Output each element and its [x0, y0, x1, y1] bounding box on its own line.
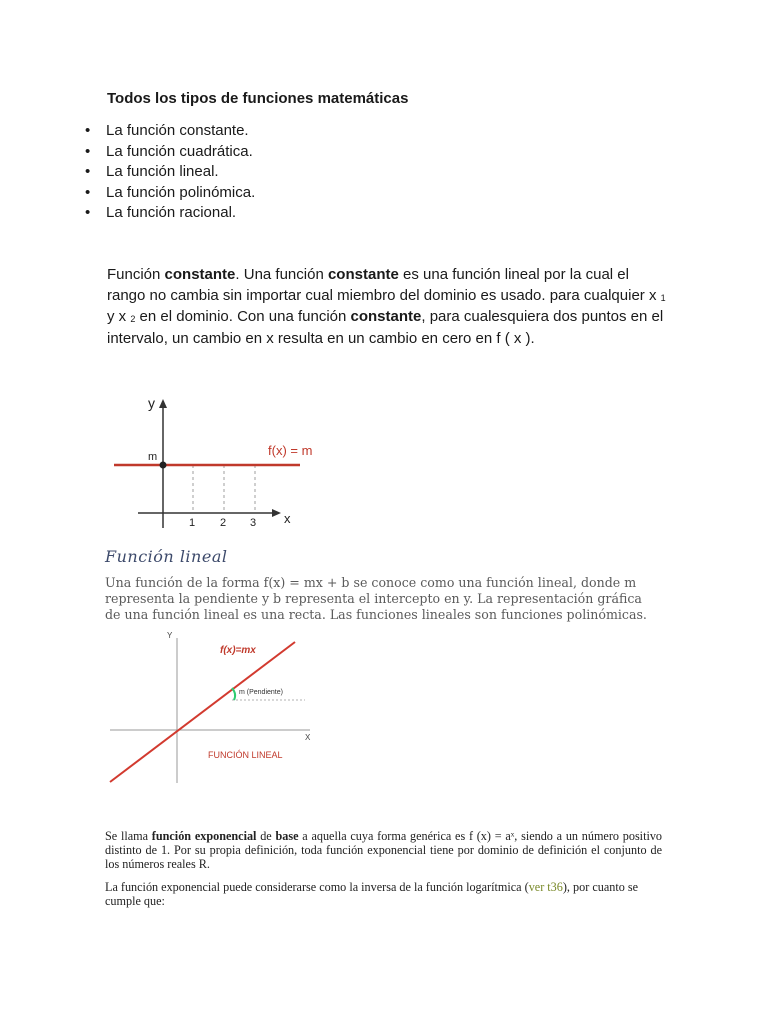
constant-function-graph	[100, 390, 340, 540]
x-arrow	[272, 509, 281, 517]
x-label: X	[305, 733, 311, 742]
exponential-function-paragraph	[105, 829, 662, 871]
list-item: • La función lineal.	[82, 162, 255, 183]
intercept-point	[160, 462, 167, 469]
y-arrow	[159, 399, 167, 408]
bold-term: función exponencial	[151, 829, 257, 843]
text-run: y x	[107, 308, 127, 325]
text-run: . Una función	[235, 266, 324, 283]
function-label: f(x) = m	[268, 443, 313, 458]
subscript: 1	[660, 292, 666, 303]
document-title: Todos los tipos de funciones matemáticas	[107, 90, 409, 107]
text-run: Función	[107, 266, 161, 283]
x-label: x	[284, 511, 291, 526]
slope-arc	[232, 688, 235, 700]
list-item: • La función racional.	[82, 203, 255, 224]
tick-label: 2	[220, 517, 227, 529]
tick-label: 1	[189, 517, 196, 529]
see-t36-link[interactable]: ver t36	[528, 880, 563, 894]
linear-function-graph	[105, 628, 320, 788]
function-label: f(x)=mx	[220, 645, 256, 656]
graph-caption: FUNCIÓN LINEAL	[208, 750, 283, 760]
text-run: ), por cuanto se cumple que:	[105, 880, 639, 908]
text-run: de	[260, 829, 272, 843]
text-run: Se llama	[105, 829, 149, 843]
y-label: Y	[167, 631, 173, 640]
text-run: , para cualesquiera dos puntos en el intervalo, un cambio en x resulta en un cambio en cero en f ( x ).	[107, 308, 664, 347]
text-run: es una función lineal por la cual el rango no cambia sin importar cual miembro del dominio es usado. para cualquier x	[107, 266, 657, 304]
list-item: • La función polinómica.	[82, 183, 255, 204]
bold-term: base	[275, 829, 299, 843]
list-item: • La función constante.	[82, 121, 255, 142]
constant-function-paragraph	[107, 265, 667, 349]
text-run: en el dominio. Con una función	[139, 308, 347, 325]
slope-label: m (Pendiente)	[239, 689, 283, 696]
text-run: a aquella cuya forma genérica es f (x) = aˣ, siendo a un número positivo distinto de 1. Por su propia definición, toda función exponencial tiene por dominio de definición el conjunto de los números reales R.	[105, 829, 663, 871]
tick-label: 3	[250, 517, 257, 529]
linear-function-paragraph: Una función de la forma f(x) = mx + b se conoce como una función lineal, donde m representa la pendiente y b representa el intercepto en y. La representación gráfica de una función lineal es una recta. Las funciones lineales son funciones polinómicas.	[105, 575, 647, 622]
linear-line	[110, 642, 295, 782]
list-item: • La función cuadrática.	[82, 142, 255, 163]
bold-term: constante	[164, 266, 236, 283]
exponential-inverse-paragraph	[105, 880, 662, 908]
m-label: m	[148, 451, 158, 463]
bold-term: constante	[327, 266, 399, 283]
function-types-list	[82, 121, 255, 224]
y-label: y	[148, 395, 155, 411]
bold-term: constante	[350, 308, 422, 325]
text-run: La función exponencial puede considerarse como la inversa de la función logarítmica (	[105, 880, 529, 894]
subscript: 2	[130, 314, 136, 324]
linear-function-heading: Función lineal	[105, 547, 228, 566]
